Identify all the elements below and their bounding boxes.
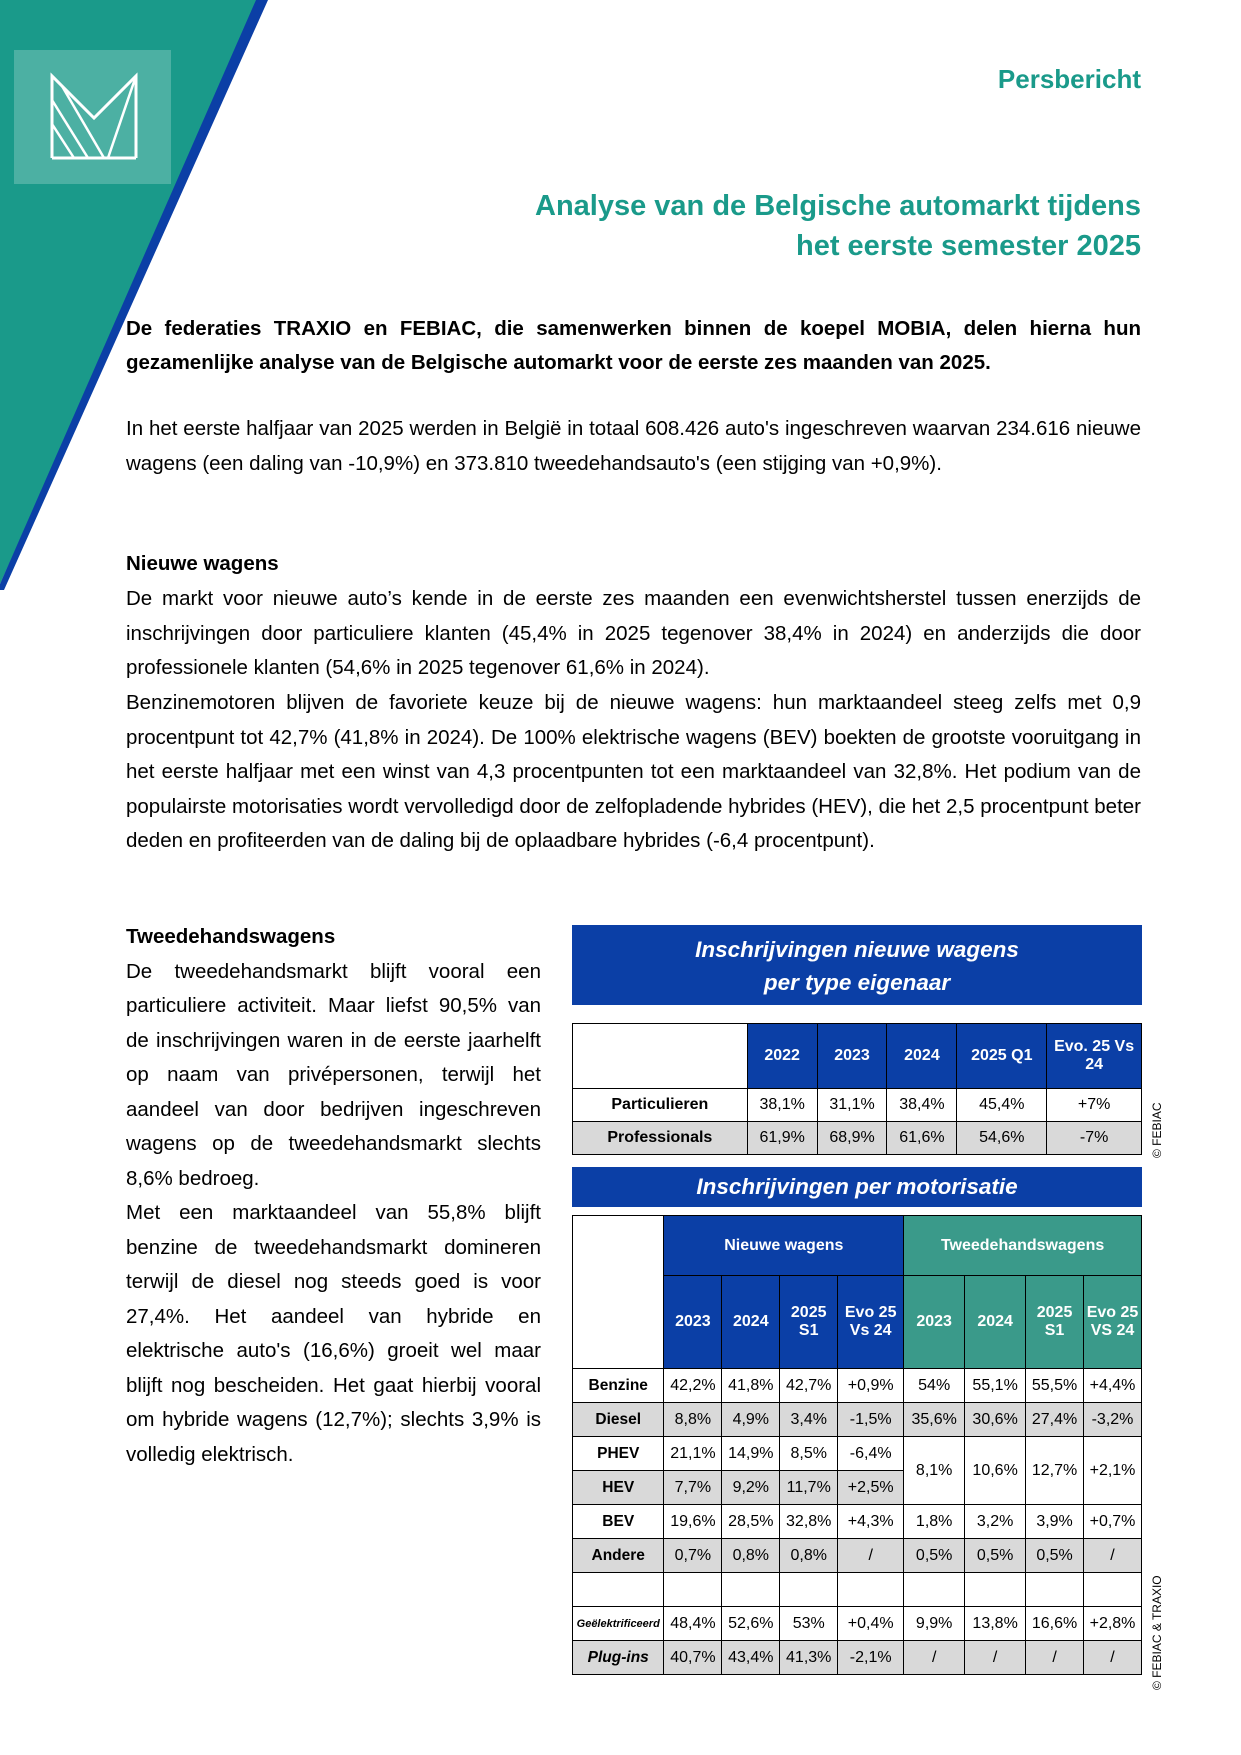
table-cell: +2,1% — [1084, 1437, 1142, 1505]
table-cell: 0,5% — [965, 1539, 1026, 1573]
table-cell: 27,4% — [1026, 1403, 1084, 1437]
table-cell: 0,8% — [780, 1539, 838, 1573]
table-cell: 52,6% — [722, 1607, 780, 1641]
table-cell: 12,7% — [1026, 1437, 1084, 1505]
table2-header: 2023 — [664, 1276, 722, 1369]
table-cell: 3,2% — [965, 1505, 1026, 1539]
table-cell: 30,6% — [965, 1403, 1026, 1437]
table-cell: 38,4% — [887, 1089, 957, 1122]
table-cell: 0,5% — [1026, 1539, 1084, 1573]
table-cell: / — [1084, 1539, 1142, 1573]
table2-header: Evo 25 VS 24 — [1084, 1276, 1142, 1369]
used-cars-column — [126, 920, 541, 1472]
table-row — [573, 1607, 1142, 1641]
table-cell: / — [1026, 1641, 1084, 1675]
table1-banner — [572, 925, 1142, 1005]
table-cell: 8,5% — [780, 1437, 838, 1471]
logo-icon — [48, 70, 140, 162]
table1-header: 2023 — [817, 1024, 887, 1089]
owner-type-table — [572, 1023, 1142, 1155]
row-label: Plug-ins — [573, 1641, 664, 1675]
table-cell: 7,7% — [664, 1471, 722, 1505]
table-cell: 11,7% — [780, 1471, 838, 1505]
table-cell: / — [904, 1641, 965, 1675]
table-row — [573, 1122, 1142, 1155]
table1-title-line2: per type eigenaar — [763, 970, 951, 995]
table-cell: 41,8% — [722, 1369, 780, 1403]
mobia-logo — [14, 50, 171, 184]
table-cell: +0,4% — [838, 1607, 904, 1641]
row-label: Diesel — [573, 1403, 664, 1437]
group-header-used: Tweedehandswagens — [904, 1216, 1142, 1276]
row-label: Andere — [573, 1539, 664, 1573]
table-cell: 28,5% — [722, 1505, 780, 1539]
table-cell: +2,8% — [1084, 1607, 1142, 1641]
new-cars-paragraph-2: Benzinemotoren blijven de favoriete keuze bij de nieuwe wagens: hun marktaandeel steeg zelfs met 0,9 procentpunt tot 42,7% (41,8% in 2024). De 100% elektrische wagens (BEV) boekten de grootste vooruitgang in het eerste halfjaar met een winst van 4,3 procentpunten tot een marktaandeel van 32,8%. Het podium van de populairste motorisaties wordt vervolledigd door de zelfopladende hybrides (HEV), die het 2,5 procentpunt beter deden en profiteerden van de daling bij de oplaadbare hybrides (-6,4 procentpunt). — [126, 691, 1141, 852]
table-cell: 53% — [780, 1607, 838, 1641]
table-cell: 16,6% — [1026, 1607, 1084, 1641]
row-label: HEV — [573, 1471, 664, 1505]
table-cell: +4,3% — [838, 1505, 904, 1539]
table-cell: 14,9% — [722, 1437, 780, 1471]
table-cell: 42,7% — [780, 1369, 838, 1403]
table1-header: 2024 — [887, 1024, 957, 1089]
table-row — [573, 1539, 1142, 1573]
row-label: Benzine — [573, 1369, 664, 1403]
table-cell: 8,1% — [904, 1437, 965, 1505]
table-cell: +0,7% — [1084, 1505, 1142, 1539]
table-cell: 3,9% — [1026, 1505, 1084, 1539]
table-cell: +0,9% — [838, 1369, 904, 1403]
table1-header: 2025 Q1 — [957, 1024, 1047, 1089]
table-row — [573, 1641, 1142, 1675]
table2-header: 2023 — [904, 1276, 965, 1369]
table-cell: 61,9% — [747, 1122, 817, 1155]
table2-banner: Inschrijvingen per motorisatie — [572, 1167, 1142, 1207]
table-cell: 38,1% — [747, 1089, 817, 1122]
table-cell: / — [1084, 1641, 1142, 1675]
table2-header: 2024 — [965, 1276, 1026, 1369]
table-cell: 10,6% — [965, 1437, 1026, 1505]
table1-header: Evo. 25 Vs 24 — [1047, 1024, 1142, 1089]
table-cell: 32,8% — [780, 1505, 838, 1539]
summary-paragraph: In het eerste halfjaar van 2025 werden in België in totaal 608.426 auto's ingeschreven waarvan 234.616 nieuwe wagens (een daling van -10,9%) en 373.810 tweedehandsauto's (een stijging van +0,9%). — [126, 417, 1141, 475]
table-row — [573, 1369, 1142, 1403]
table1-source: © FEBIAC — [1150, 1102, 1164, 1158]
table-cell: +4,4% — [1084, 1369, 1142, 1403]
row-label: PHEV — [573, 1437, 664, 1471]
table1-title-line1: Inschrijvingen nieuwe wagens — [695, 937, 1019, 962]
table-cell: 41,3% — [780, 1641, 838, 1675]
table-cell: 31,1% — [817, 1089, 887, 1122]
intro-paragraph: De federaties TRAXIO en FEBIAC, die samenwerken binnen de koepel MOBIA, delen hierna hun gezamenlijke analyse van de Belgische automarkt voor de eerste zes maanden van 2025. — [126, 317, 1141, 374]
used-cars-heading: Tweedehandswagens — [126, 925, 336, 948]
motorisation-table — [572, 1215, 1142, 1675]
table2-source: © FEBIAC & TRAXIO — [1150, 1575, 1164, 1690]
table-cell: 9,2% — [722, 1471, 780, 1505]
table-cell: 0,7% — [664, 1539, 722, 1573]
title-line-1: Analyse van de Belgische automarkt tijdens — [535, 190, 1141, 222]
table2-header: 2025 S1 — [780, 1276, 838, 1369]
table-cell: 21,1% — [664, 1437, 722, 1471]
table-cell: +7% — [1047, 1089, 1142, 1122]
table-cell: 54,6% — [957, 1122, 1047, 1155]
table-cell: 3,4% — [780, 1403, 838, 1437]
table-cell: / — [965, 1641, 1026, 1675]
table-cell: 48,4% — [664, 1607, 722, 1641]
table-cell: 13,8% — [965, 1607, 1026, 1641]
table-cell: 1,8% — [904, 1505, 965, 1539]
table2-corner-cell — [573, 1216, 664, 1369]
group-header-new: Nieuwe wagens — [664, 1216, 904, 1276]
table-cell: 0,8% — [722, 1539, 780, 1573]
table-cell: -6,4% — [838, 1437, 904, 1471]
table1-corner-cell — [573, 1024, 748, 1089]
table-cell: 9,9% — [904, 1607, 965, 1641]
title-line-2: het eerste semester 2025 — [795, 230, 1141, 262]
table-cell: 55,5% — [1026, 1369, 1084, 1403]
table2-group-row — [573, 1216, 1142, 1276]
table1-header: 2022 — [747, 1024, 817, 1089]
table-cell: 0,5% — [904, 1539, 965, 1573]
table-cell: 19,6% — [664, 1505, 722, 1539]
table-cell: -2,1% — [838, 1641, 904, 1675]
table-spacer-row — [573, 1573, 1142, 1607]
table2-header: Evo 25 Vs 24 — [838, 1276, 904, 1369]
table-cell: 40,7% — [664, 1641, 722, 1675]
table-cell: -3,2% — [1084, 1403, 1142, 1437]
table-cell: 4,9% — [722, 1403, 780, 1437]
table-cell: -1,5% — [838, 1403, 904, 1437]
used-cars-paragraph-2: Met een marktaandeel van 55,8% blijft benzine de tweedehandsmarkt domineren terwijl de diesel nog steeds goed is voor 27,4%. Het aandeel van hybride en elektrische auto's (16,6%) groeit wel maar blijft nog bescheiden. Het gaat hierbij vooral om hybride wagens (12,7%); slechts 3,9% is volledig elektrisch. — [126, 1201, 541, 1466]
table-cell: +2,5% — [838, 1471, 904, 1505]
table-cell: -7% — [1047, 1122, 1142, 1155]
table-cell: 42,2% — [664, 1369, 722, 1403]
new-cars-paragraph-1: De markt voor nieuwe auto’s kende in de eerste zes maanden een evenwichtsherstel tussen enerzijds de inschrijvingen door particuliere klanten (45,4% in 2025 tegenover 38,4% in 2024) en anderzijds die door professionele klanten (54,6% in 2025 tegenover 61,6% in 2024). — [126, 587, 1141, 679]
table-cell: 45,4% — [957, 1089, 1047, 1122]
new-cars-heading: Nieuwe wagens — [126, 552, 279, 575]
doc-type-label: Persbericht — [997, 64, 1141, 94]
used-cars-paragraph-1: De tweedehandsmarkt blijft vooral een particuliere activiteit. Maar liefst 90,5% van de inschrijvingen waren in de eerste jaarhelft op naam van privépersonen, terwijl het aandeel van door bedrijven ingeschreven wagens op de tweedehandsmarkt slechts 8,6% bedroeg. — [126, 959, 541, 1190]
table-cell: 54% — [904, 1369, 965, 1403]
row-label: Geëlektrificeerd — [573, 1607, 664, 1641]
table-cell: / — [838, 1539, 904, 1573]
table-cell: 43,4% — [722, 1641, 780, 1675]
page-title — [535, 186, 1141, 266]
table1-header-row — [573, 1024, 1142, 1089]
table-row — [573, 1437, 1142, 1471]
table-cell: 68,9% — [817, 1122, 887, 1155]
table2-header: 2024 — [722, 1276, 780, 1369]
row-label: Particulieren — [573, 1089, 748, 1122]
table-row — [573, 1403, 1142, 1437]
row-label: BEV — [573, 1505, 664, 1539]
table-cell: 8,8% — [664, 1403, 722, 1437]
table2-header: 2025 S1 — [1026, 1276, 1084, 1369]
table-row — [573, 1089, 1142, 1122]
row-label: Professionals — [573, 1122, 748, 1155]
table-cell: 35,6% — [904, 1403, 965, 1437]
table-cell: 61,6% — [887, 1122, 957, 1155]
table-cell: 55,1% — [965, 1369, 1026, 1403]
table-row — [573, 1505, 1142, 1539]
